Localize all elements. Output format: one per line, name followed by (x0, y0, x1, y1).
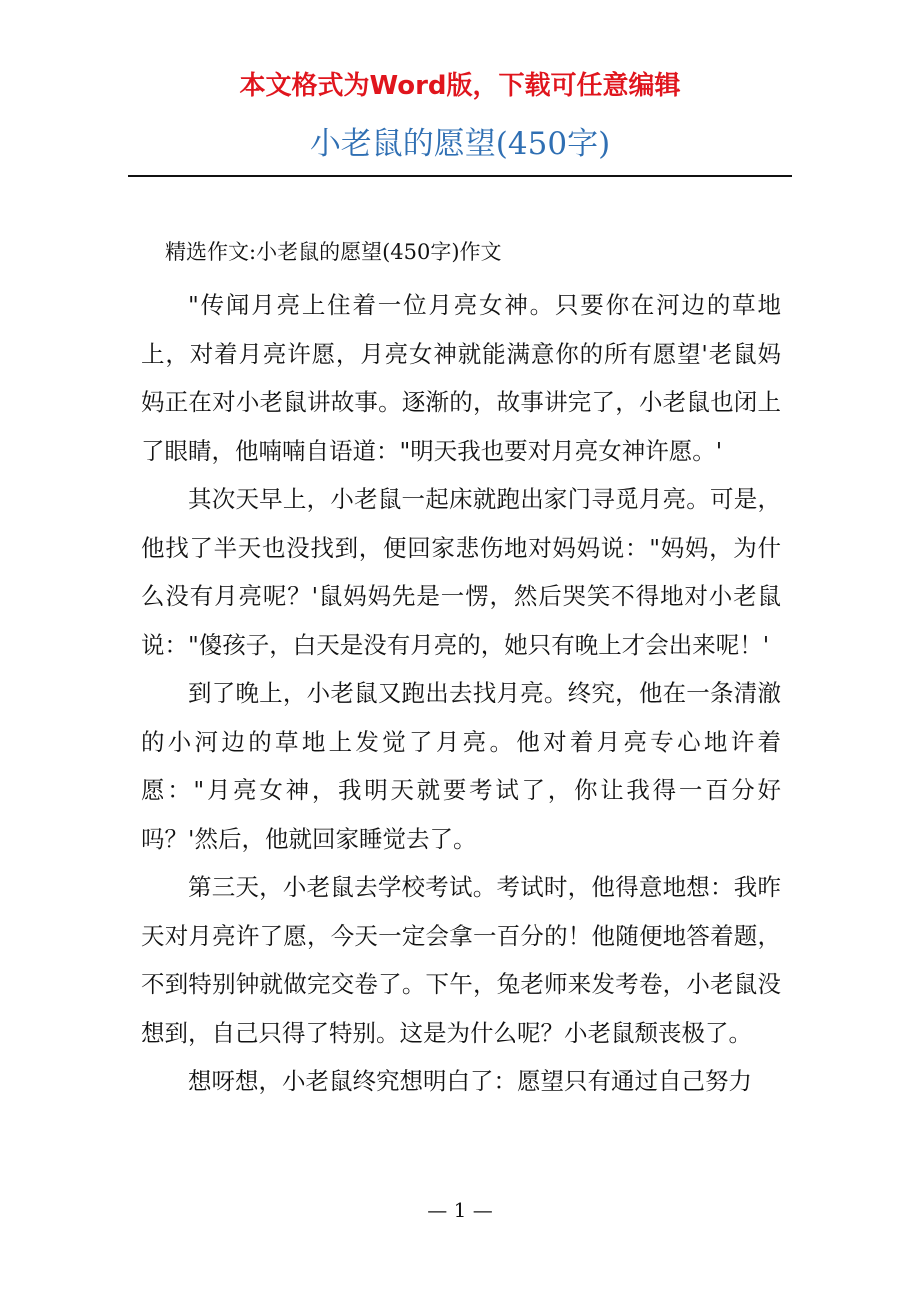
intro-line: 精选作文:小老鼠的愿望(450字)作文 (165, 240, 502, 264)
page-title: 小老鼠的愿望(450字) (309, 126, 611, 162)
paragraph: 想呀想，小老鼠终究想明白了：愿望只有通过自己努力 (188, 1067, 752, 1095)
paragraph: 到了晚上，小老鼠又跑出去找月亮。终究，他在一条清澈的小河边的草地上发觉了月亮。他对着月亮专心地许着愿："月亮女神，我明天就要考试了，你让我得一百分好吗？'然后，他就回家睡觉去了。 (141, 679, 781, 853)
paragraph: 其次天早上，小老鼠一起床就跑出家门寻觅月亮。可是，他找了半天也没找到，便回家悲伤地对妈妈说："妈妈，为什么没有月亮呢？'鼠妈妈先是一愣，然后哭笑不得地对小老鼠说："傻孩子，白天是没有月亮的，她只有晚上才会出来呢！' (141, 485, 781, 659)
article-body (141, 281, 781, 1106)
title-divider (128, 175, 792, 177)
paragraph: 第三天，小老鼠去学校考试。考试时，他得意地想：我昨天对月亮许了愿，今天一定会拿一百分的！他随便地答着题，不到特别钟就做完交卷了。下午，兔老师来发考卷，小老鼠没想到，自己只得了特别。这是为什么呢？小老鼠颓丧极了。 (141, 873, 781, 1047)
paragraph: "传闻月亮上住着一位月亮女神。只要你在河边的草地上，对着月亮许愿，月亮女神就能满意你的所有愿望'老鼠妈妈正在对小老鼠讲故事。逐渐的，故事讲完了，小老鼠也闭上了眼睛，他喃喃自语道："明天我也要对月亮女神许愿。' (141, 291, 781, 465)
format-notice: 本文格式为Word版，下载可任意编辑 (239, 71, 681, 101)
page-number: — 1 — (427, 1198, 493, 1222)
